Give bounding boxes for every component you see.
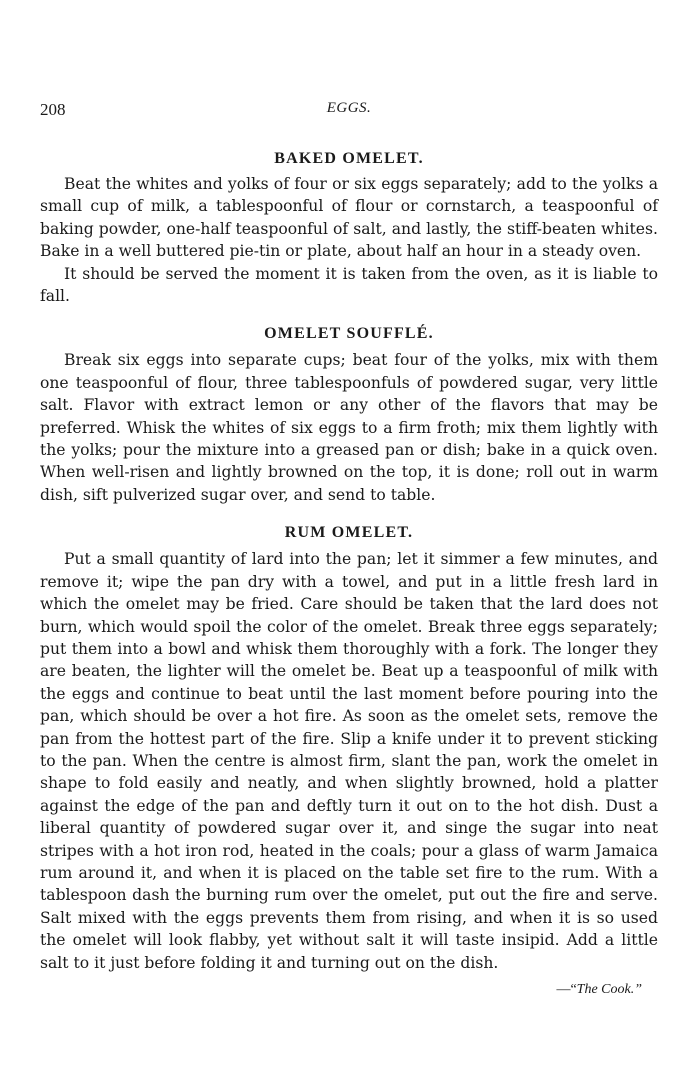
recipe-paragraph: Beat the whites and yolks of four or six eggs separately; add to the yolks a small cup of milk, a tablespoonful of flour or cornstarch, a teaspoonful of baking powder, one-half teaspoonful of salt, and lastly, the stiff-beaten whites. Bake in a well buttered pie-tin or plate, about half an hour in a steady oven. [40,175,658,261]
recipe-title-rum-omelet: RUM OMELET. [284,524,414,542]
recipe-paragraph: Put a small quantity of lard into the pan; let it simmer a few minutes, and remove it; wipe the pan dry with a towel, and put in a little fresh lard in which the omelet may be fried. Care should be taken that the lard does not burn, which would spoil the color of the omelet. Break three eggs separately; put them into a bowl and whisk them thoroughly with a fork. The longer they are beaten, the lighter will the omelet be. Beat up a teaspoonful of milk with the eggs and continue to beat until the last moment before pouring into the pan, which should be over a hot fire. As soon as the omelet sets, remove the pan from the hottest part of the fire. Slip a knife under it to prevent sticking to the pan. When the centre is almost firm, slant the pan, work the omelet in shape to fold easily and neatly, and when slightly browned, hold a platter against the edge of the pan and deftly turn it out on to the hot dish. Dust a liberal quantity of powdered sugar over it, and singe the sugar into neat stripes with a hot iron rod, heated in the coals; pour a glass of warm Jamaica rum around it, and when it is placed on the table set fire to the rum. With a tablespoon dash the burning rum over the omelet, put out the fire and serve. Salt mixed with the eggs prevents them from rising, and when it is so used the omelet will look flabby, yet without salt it will taste insipid. Add a little salt to it just before folding it and turning out on the dish. [40,550,658,972]
attribution-source: The Cook.” [576,982,642,997]
recipe-title-baked-omelet: BAKED OMELET. [274,150,424,167]
recipe-paragraph: Break six eggs into separate cups; beat four of the yolks, mix with them one teaspoonful of flour, three tablespoonfuls of powdered sugar, very little salt. Flavor with extract lemon or any other of the flavors that may be preferred. Whisk the whites of six eggs to a firm froth; mix them lightly with the yolks; pour the mixture into a greased pan or dish; bake in a quick oven. When well-risen and lightly browned on the top, it is done; roll out in warm dish, sift pulverized sugar over, and send to table. [40,351,658,504]
running-head [40,100,658,122]
source-attribution [40,982,658,998]
attribution-prefix: —“ [556,982,577,997]
recipe-title-omelet-souffle: OMELET SOUFFLÉ. [264,325,434,343]
recipe-paragraph: It should be served the moment it is taken from the oven, as it is liable to fall. [40,264,658,306]
page-number: 208 [40,100,66,119]
section-heading: EGGS. [326,100,372,116]
book-page [40,100,658,998]
